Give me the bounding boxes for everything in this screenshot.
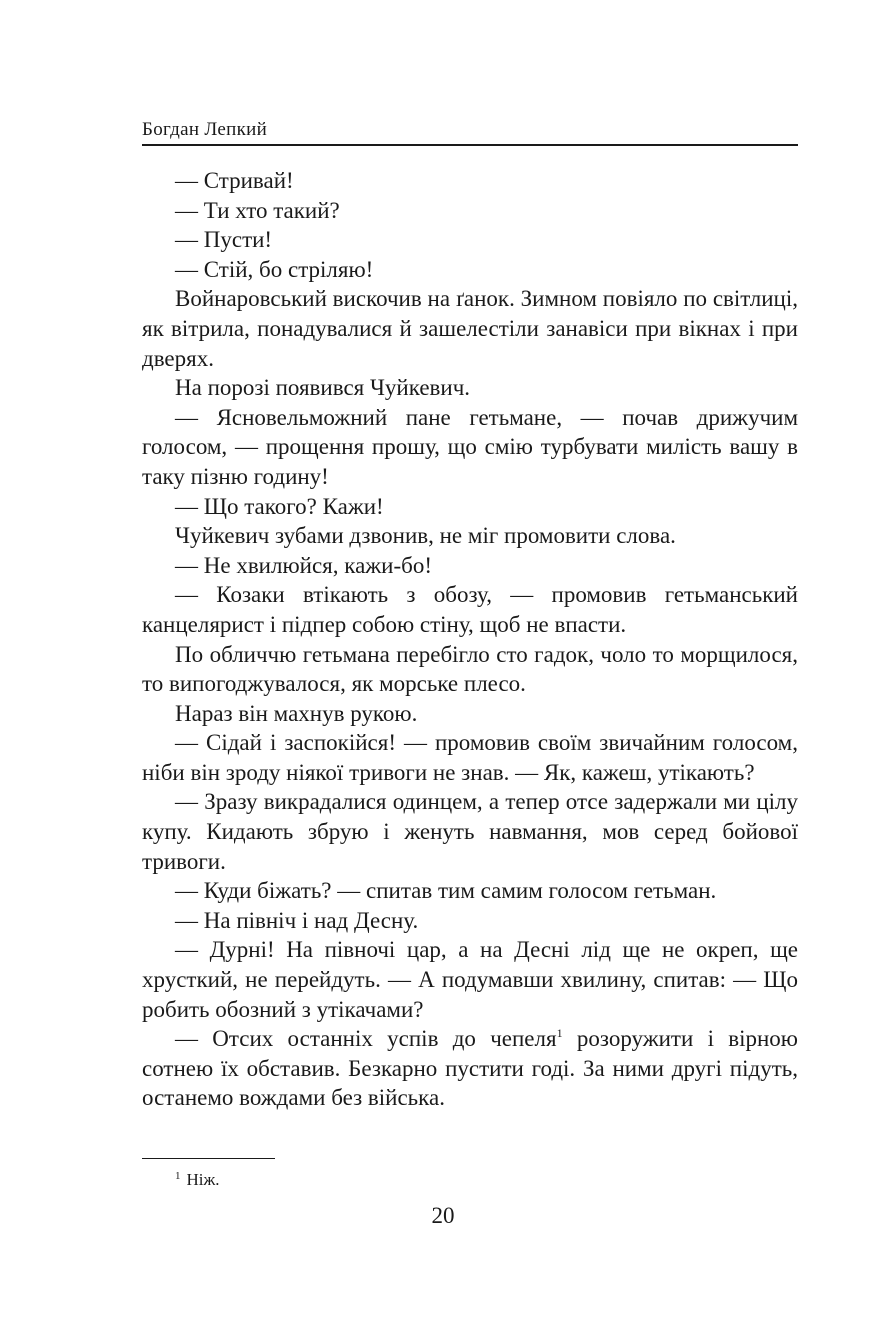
- paragraph: — Куди біжать? — спитав тим самим голосом гетьман.: [175, 878, 717, 904]
- paragraph: — Ти хто такий?: [175, 197, 340, 223]
- paragraph: На порозі появився Чуйкевич.: [175, 375, 471, 401]
- paragraph: — Дурні! На півночі цар, а на Десні лід ще не окреп, ще хрусткий, не перейдуть. — А подумавши хвилину, спитав: — Що робить обозний з утікачами?: [142, 937, 798, 1022]
- paragraph: Нараз він махнув рукою.: [175, 700, 418, 726]
- footnote-text: Ніж.: [186, 1170, 220, 1189]
- paragraph: Войнаровський вискочив на ґанок. Зимном повіяло по світлиці, як вітрила, понадувалися й зашелестіли занавіси при вікнах і при дверях.: [142, 286, 798, 371]
- paragraph-with-note: [142, 1024, 798, 1113]
- paragraph: — Ясновельможний пане гетьмане, — почав дрижучим голосом, — прощення прошу, що смію турбувати милість вашу в таку пізню годину!: [142, 404, 798, 489]
- paragraph-text-after-note: розоружити і вірною сотнею їх обставив. Безкарно пустити годі. За ними другі підуть, останемо вождами без війська.: [142, 1026, 798, 1111]
- paragraph: По обличчю гетьмана перебігло сто гадок, чоло то морщилося, то випогоджувалося, як морське плесо.: [142, 641, 798, 697]
- page-number: 20: [431, 1203, 455, 1228]
- paragraph: — Сідай і заспокійся! — промовив своїм звичайним голосом, ніби він зроду ніякої тривоги не знав. — Як, кажеш, утікають?: [142, 730, 798, 785]
- footnote-separator: [142, 1158, 275, 1159]
- paragraph: — На північ і над Десну.: [175, 907, 419, 933]
- paragraph: — Не хвилюйся, кажи-бо!: [175, 552, 432, 578]
- paragraph: — Козаки втікають з обозу, — промовив гетьманський канцелярист і підпер собою стіну, щоб не впасти.: [142, 582, 798, 637]
- footnote-reference: 1: [556, 1026, 563, 1041]
- running-head-author: Богдан Лепкий: [142, 119, 268, 140]
- paragraph: — Зразу викрадалися одинцем, а тепер отсе задержали ми цілу купу. Кидають збрую і женуть навмання, мов серед бойової тривоги.: [142, 789, 798, 874]
- paragraph: — Стій, бо стріляю!: [175, 256, 374, 282]
- paragraph: Чуйкевич зубами дзвонив, не міг промовити слова.: [175, 523, 676, 549]
- paragraph: — Що такого? Кажи!: [175, 493, 384, 519]
- paragraph: — Стривай!: [175, 168, 294, 193]
- footnote: [175, 1165, 220, 1191]
- running-head: [142, 118, 798, 146]
- text-body: [142, 166, 798, 1113]
- paragraph-text-before-note: — Отсих останніх успів до чепеля: [175, 1026, 557, 1052]
- paragraph: — Пусти!: [175, 227, 273, 253]
- footnote-number: 1: [175, 1170, 181, 1182]
